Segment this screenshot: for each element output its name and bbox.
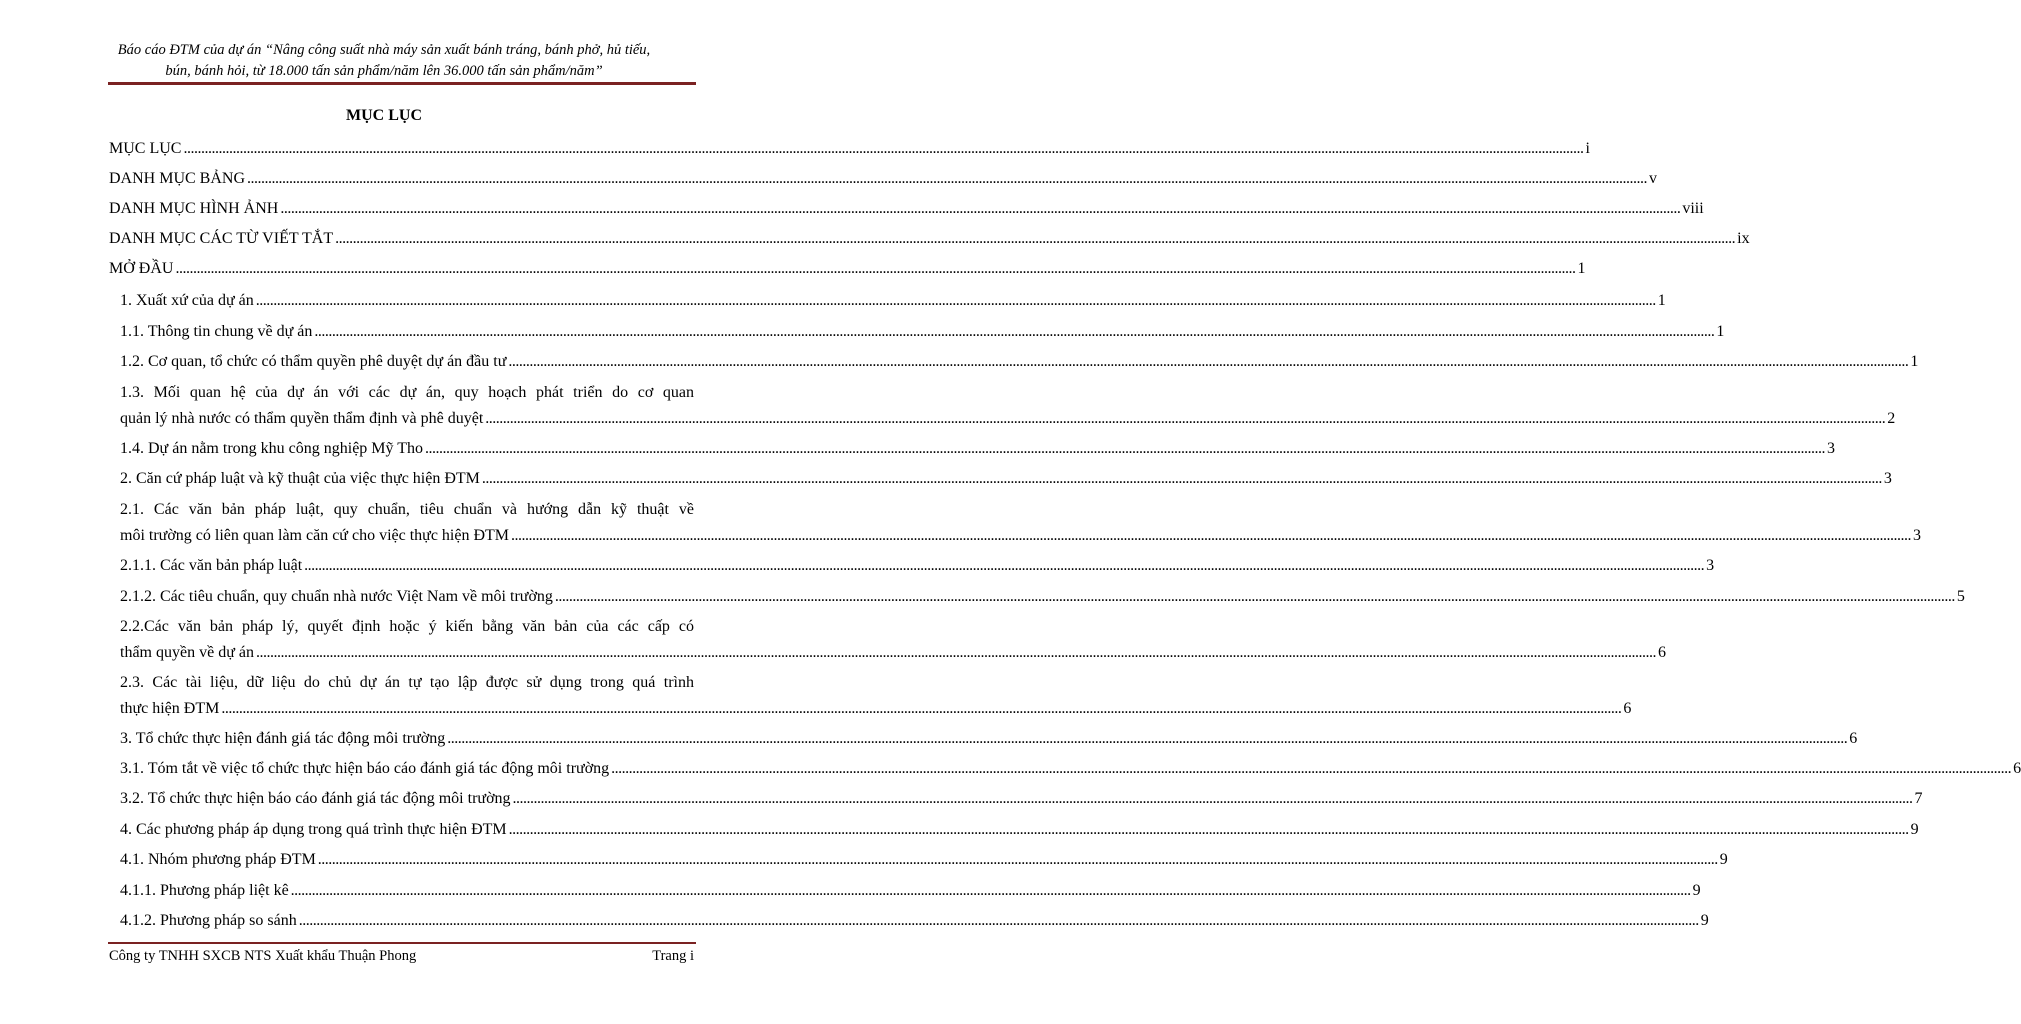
dot-leader: ................................................................................................................................................................................................................................................................................................................................................................................................................ xyxy=(290,882,1691,899)
toc-entry[interactable] xyxy=(109,468,1892,490)
dot-leader: ................................................................................................................................................................................................................................................................................................................................................................................................................ xyxy=(481,470,1882,487)
document-header xyxy=(60,40,708,82)
toc-entry-row xyxy=(120,788,1923,810)
toc-entry[interactable] xyxy=(109,198,1704,220)
dot-leader: ................................................................................................................................................................................................................................................................................................................................................................................................................ xyxy=(255,292,1656,309)
toc-entry-row xyxy=(120,642,1666,664)
dot-leader: ................................................................................................................................................................................................................................................................................................................................................................................................................ xyxy=(511,527,1912,544)
toc-entry-page: 2 xyxy=(1887,410,1896,427)
toc-entry-title: 1.2. Cơ quan, tổ chức có thẩm quyền phê duyệt dự án đầu tư xyxy=(120,353,507,370)
toc-entry-page: 1 xyxy=(1910,353,1919,370)
toc-entry[interactable] xyxy=(109,228,1750,250)
toc-entry[interactable] xyxy=(109,728,1858,750)
toc-entry-title: 1.4. Dự án nằm trong khu công nghiệp Mỹ Tho xyxy=(120,440,424,457)
toc-entry-title-line: 2.2.Các văn bản pháp lý, quyết định hoặc ý kiến bằng văn bản của các cấp có xyxy=(120,618,694,635)
toc-entry-page: 5 xyxy=(1956,588,1965,605)
dot-leader: ................................................................................................................................................................................................................................................................................................................................................................................................................ xyxy=(611,760,2012,777)
toc-entry[interactable] xyxy=(109,672,1632,720)
dot-leader: ................................................................................................................................................................................................................................................................................................................................................................................................................ xyxy=(508,821,1909,838)
toc-entry-title: DANH MỤC BẢNG xyxy=(109,170,246,187)
toc-entry-row xyxy=(109,198,1704,220)
toc-entry[interactable] xyxy=(109,258,1586,280)
toc-entry-row xyxy=(120,586,1965,608)
toc-entry[interactable] xyxy=(109,758,2021,780)
dot-leader: ................................................................................................................................................................................................................................................................................................................................................................................................................ xyxy=(298,912,1699,929)
toc-entry-row xyxy=(120,290,1666,312)
toc-entry-page: 9 xyxy=(1910,821,1919,838)
toc-entry-row xyxy=(120,525,1922,547)
toc-entry-title: thẩm quyền về dự án xyxy=(120,644,254,661)
toc-entry[interactable] xyxy=(109,382,1896,430)
toc-entry[interactable] xyxy=(109,849,1728,871)
toc-entry[interactable] xyxy=(109,910,1709,932)
toc-entry[interactable] xyxy=(109,788,1923,810)
toc-entry-title: MỤC LỤC xyxy=(109,140,182,157)
dot-leader: ................................................................................................................................................................................................................................................................................................................................................................................................................ xyxy=(183,140,1584,157)
toc-entry-page: 9 xyxy=(1692,882,1701,899)
header-line-1: Báo cáo ĐTM của dự án “Nâng công suất nhà máy sản xuất bánh tráng, bánh phở, hủ tiếu, xyxy=(117,42,651,58)
toc-entry-row xyxy=(109,168,1658,190)
toc-entry-row xyxy=(120,408,1896,430)
header-line-2: bún, bánh hỏi, từ 18.000 tấn sản phẩm/năm lên 36.000 tấn sản phẩm/năm” xyxy=(165,63,603,79)
footer-divider xyxy=(108,942,696,944)
toc-entry-title: môi trường có liên quan làm căn cứ cho việc thực hiện ĐTM xyxy=(120,527,510,544)
toc-entry-title: 3. Tổ chức thực hiện đánh giá tác động môi trường xyxy=(120,730,446,747)
toc-entry[interactable] xyxy=(109,351,1919,373)
dot-leader: ................................................................................................................................................................................................................................................................................................................................................................................................................ xyxy=(280,200,1681,217)
toc-entry-row xyxy=(120,351,1919,373)
toc-entry[interactable] xyxy=(109,880,1701,902)
document-footer xyxy=(109,948,694,965)
dot-leader: ................................................................................................................................................................................................................................................................................................................................................................................................................ xyxy=(447,730,1848,747)
toc-entry-row xyxy=(120,758,2021,780)
dot-leader: ................................................................................................................................................................................................................................................................................................................................................................................................................ xyxy=(304,557,1705,574)
toc-entry-title: DANH MỤC HÌNH ẢNH xyxy=(109,200,279,217)
toc-entry[interactable] xyxy=(109,290,1666,312)
toc-entry-page: 6 xyxy=(1623,700,1632,717)
toc-entry-title: thực hiện ĐTM xyxy=(120,700,220,717)
toc-entry-page: 3 xyxy=(1913,527,1922,544)
toc-entry-title-line: 1.3. Mối quan hệ của dự án với các dự án, quy hoạch phát triển do cơ quan xyxy=(120,384,694,401)
toc-entry[interactable] xyxy=(109,138,1590,160)
toc-entry-page: 9 xyxy=(1719,851,1728,868)
dot-leader: ................................................................................................................................................................................................................................................................................................................................................................................................................ xyxy=(221,700,1622,717)
toc-entry-page: 6 xyxy=(2013,760,2021,777)
toc-entry-page: 1 xyxy=(1577,260,1586,277)
dot-leader: ................................................................................................................................................................................................................................................................................................................................................................................................................ xyxy=(314,323,1715,340)
dot-leader: ................................................................................................................................................................................................................................................................................................................................................................................................................ xyxy=(508,353,1909,370)
toc-entry-row xyxy=(109,228,1750,250)
toc-entry[interactable] xyxy=(109,499,1922,547)
toc-entry[interactable] xyxy=(109,438,1836,460)
dot-leader: ................................................................................................................................................................................................................................................................................................................................................................................................................ xyxy=(255,644,1656,661)
toc-entry-title: 2. Căn cứ pháp luật và kỹ thuật của việc thực hiện ĐTM xyxy=(120,470,480,487)
toc-entry-page: i xyxy=(1585,140,1590,157)
toc-entry-title: quản lý nhà nước có thẩm quyền thẩm định và phê duyệt xyxy=(120,410,484,427)
toc-entry-title: 3.1. Tóm tắt về việc tổ chức thực hiện báo cáo đánh giá tác động môi trường xyxy=(120,760,610,777)
toc-entry-title: 1.1. Thông tin chung về dự án xyxy=(120,323,313,340)
dot-leader: ................................................................................................................................................................................................................................................................................................................................................................................................................ xyxy=(335,230,1736,247)
toc-entry-page: v xyxy=(1649,170,1658,187)
toc-entry-row xyxy=(120,728,1858,750)
dot-leader: ................................................................................................................................................................................................................................................................................................................................................................................................................ xyxy=(425,440,1826,457)
toc-entry-title-line: 2.3. Các tài liệu, dữ liệu do chủ dự án tự tạo lập được sử dụng trong quá trình xyxy=(120,674,694,691)
toc-entry-page: 3 xyxy=(1827,440,1836,457)
toc-entry-title: 2.1.2. Các tiêu chuẩn, quy chuẩn nhà nước Việt Nam về môi trường xyxy=(120,588,553,605)
toc-entry[interactable] xyxy=(109,586,1965,608)
toc-entry-row xyxy=(120,910,1709,932)
toc-entry-row xyxy=(120,698,1632,720)
toc-entry-row xyxy=(120,819,1919,841)
toc-entry[interactable] xyxy=(109,321,1725,343)
toc-entry-title: 4.1.2. Phương pháp so sánh xyxy=(120,912,297,929)
toc-entry[interactable] xyxy=(109,616,1666,664)
page-title: MỤC LỤC xyxy=(346,107,422,124)
toc-entry-title: 4.1.1. Phương pháp liệt kê xyxy=(120,882,289,899)
toc-entry-title: 3.2. Tổ chức thực hiện báo cáo đánh giá tác động môi trường xyxy=(120,790,511,807)
toc-entry-title: 4.1. Nhóm phương pháp ĐTM xyxy=(120,851,316,868)
toc-entry-row xyxy=(120,555,1715,577)
toc-entry-page: 3 xyxy=(1706,557,1715,574)
dot-leader: ................................................................................................................................................................................................................................................................................................................................................................................................................ xyxy=(512,790,1913,807)
toc-entry-row xyxy=(120,438,1836,460)
toc-entry-row xyxy=(120,468,1892,490)
footer-company: Công ty TNHH SXCB NTS Xuất khẩu Thuận Phong xyxy=(109,948,417,964)
toc-entry-page: 1 xyxy=(1716,323,1725,340)
toc-entry-page: 3 xyxy=(1883,470,1892,487)
dot-leader: ................................................................................................................................................................................................................................................................................................................................................................................................................ xyxy=(175,260,1576,277)
toc-entry-row xyxy=(109,138,1590,160)
toc-entry[interactable] xyxy=(109,168,1658,190)
toc-entry[interactable] xyxy=(109,555,1715,577)
toc-entry-title: DANH MỤC CÁC TỪ VIẾT TẮT xyxy=(109,230,334,247)
toc-entry-row xyxy=(120,321,1725,343)
toc-entry-row xyxy=(120,880,1701,902)
toc-entry-title: MỞ ĐẦU xyxy=(109,260,174,277)
toc-entry-page: 1 xyxy=(1657,292,1666,309)
toc-entry-title: 4. Các phương pháp áp dụng trong quá trình thực hiện ĐTM xyxy=(120,821,507,838)
toc-entry-page: 9 xyxy=(1700,912,1709,929)
toc-entry-page: 7 xyxy=(1914,790,1923,807)
toc-entry-page: ix xyxy=(1737,230,1750,247)
toc-entry-page: 6 xyxy=(1657,644,1666,661)
toc-entry-page: viii xyxy=(1682,200,1704,217)
toc-entry-page: 6 xyxy=(1849,730,1858,747)
toc-entry-title: 1. Xuất xứ của dự án xyxy=(120,292,254,309)
toc-entry-title: 2.1.1. Các văn bản pháp luật xyxy=(120,557,303,574)
dot-leader: ................................................................................................................................................................................................................................................................................................................................................................................................................ xyxy=(554,588,1955,605)
toc-entry-title-line: 2.1. Các văn bản pháp luật, quy chuẩn, tiêu chuẩn và hướng dẫn kỹ thuật về xyxy=(120,501,694,518)
dot-leader: ................................................................................................................................................................................................................................................................................................................................................................................................................ xyxy=(317,851,1718,868)
dot-leader: ................................................................................................................................................................................................................................................................................................................................................................................................................ xyxy=(485,410,1886,427)
toc-entry[interactable] xyxy=(109,819,1919,841)
toc-entry-row xyxy=(109,258,1586,280)
header-divider xyxy=(108,82,696,85)
footer-page-number: Trang i xyxy=(652,948,694,964)
dot-leader: ................................................................................................................................................................................................................................................................................................................................................................................................................ xyxy=(247,170,1648,187)
toc-entry-row xyxy=(120,849,1728,871)
